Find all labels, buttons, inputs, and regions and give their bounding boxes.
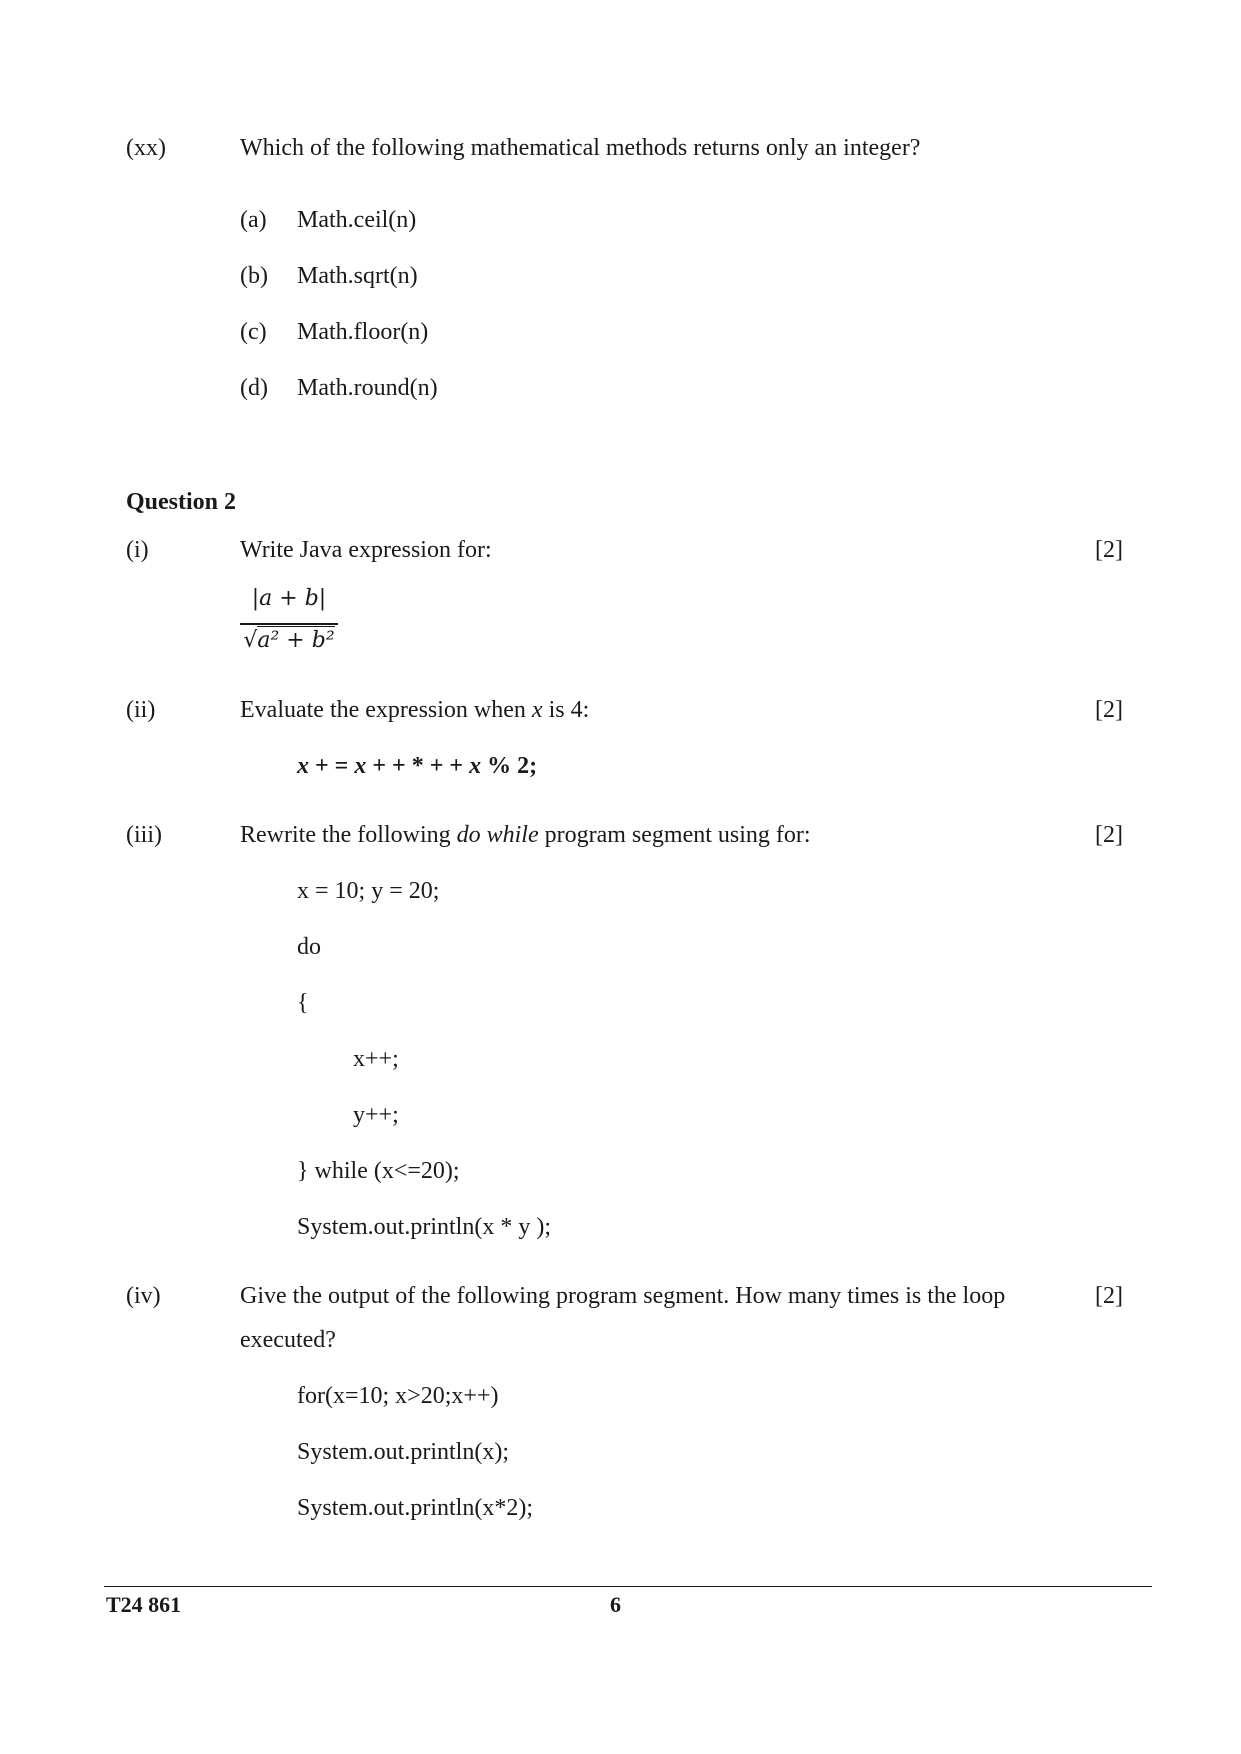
expression-ii: [297, 754, 537, 778]
option-c-letter: (c): [240, 319, 267, 345]
question-text-ii-part2: is 4:: [542, 697, 590, 723]
question-heading: Question 2: [126, 489, 237, 515]
question-text-ii-part1: Evaluate the expression when: [240, 697, 532, 723]
code-line: System.out.println(x * y );: [297, 1214, 551, 1240]
option-d-text: Math.round(n): [297, 375, 438, 401]
code-line: do: [297, 934, 321, 960]
expr-var: x: [354, 753, 367, 779]
marks-ii: [2]: [1095, 697, 1123, 723]
code-line: x = 10; y = 20;: [297, 878, 440, 904]
question-text-iii-emph: do while: [456, 822, 539, 848]
formula-denominator: [240, 630, 338, 652]
question-text-ii-var: x: [531, 697, 543, 723]
page-number: 6: [610, 1592, 621, 1617]
code-line: System.out.println(x);: [297, 1439, 509, 1465]
question-text-iv-line1: Give the output of the following program segment. How many times is the loop: [240, 1283, 1006, 1309]
expr-op: % 2;: [481, 753, 538, 779]
code-line: } while (x<=20);: [297, 1158, 460, 1184]
question-text-iii-part1: Rewrite the following: [240, 822, 457, 848]
marks-iii: [2]: [1095, 822, 1123, 848]
question-text-i: Write Java expression for:: [240, 537, 492, 563]
code-line: y++;: [353, 1102, 399, 1128]
option-b-letter: (b): [240, 263, 268, 289]
paper-code: T24 861: [106, 1592, 182, 1617]
expr-op: + =: [309, 753, 355, 779]
code-line: for(x=10; x>20;x++): [297, 1383, 499, 1409]
question-number-ii: (ii): [126, 697, 156, 723]
code-line: {: [297, 990, 309, 1016]
option-b-text: Math.sqrt(n): [297, 263, 418, 289]
question-text-iii: [240, 823, 811, 847]
question-number-iv: (iv): [126, 1283, 161, 1309]
option-a-text: Math.ceil(n): [297, 207, 417, 233]
sqrt-icon: √: [243, 628, 258, 653]
expr-var: x: [469, 753, 482, 779]
question-number-iii: (iii): [126, 822, 162, 848]
option-d-letter: (d): [240, 375, 268, 401]
formula-radicand: a² + b²: [257, 628, 335, 653]
code-line: System.out.println(x*2);: [297, 1495, 533, 1521]
question-number-i: (i): [126, 537, 149, 563]
marks-iv: [2]: [1095, 1283, 1123, 1309]
marks-i: [2]: [1095, 537, 1123, 563]
expr-op: + + * + +: [366, 753, 470, 779]
formula-numerator: |a + b|: [251, 586, 327, 611]
expr-var: x: [297, 753, 309, 779]
fraction-bar: [240, 623, 338, 625]
question-text-iv-line2: executed?: [240, 1327, 336, 1353]
footer-divider: [104, 1586, 1152, 1587]
option-c-text: Math.floor(n): [297, 319, 429, 345]
question-text-ii: [240, 698, 589, 722]
option-a-letter: (a): [240, 207, 267, 233]
question-number-xx: (xx): [126, 135, 166, 161]
code-line: x++;: [353, 1046, 399, 1072]
question-text-iii-part2: program segment using for:: [538, 822, 811, 848]
question-text-xx: Which of the following mathematical methods returns only an integer?: [240, 135, 921, 161]
